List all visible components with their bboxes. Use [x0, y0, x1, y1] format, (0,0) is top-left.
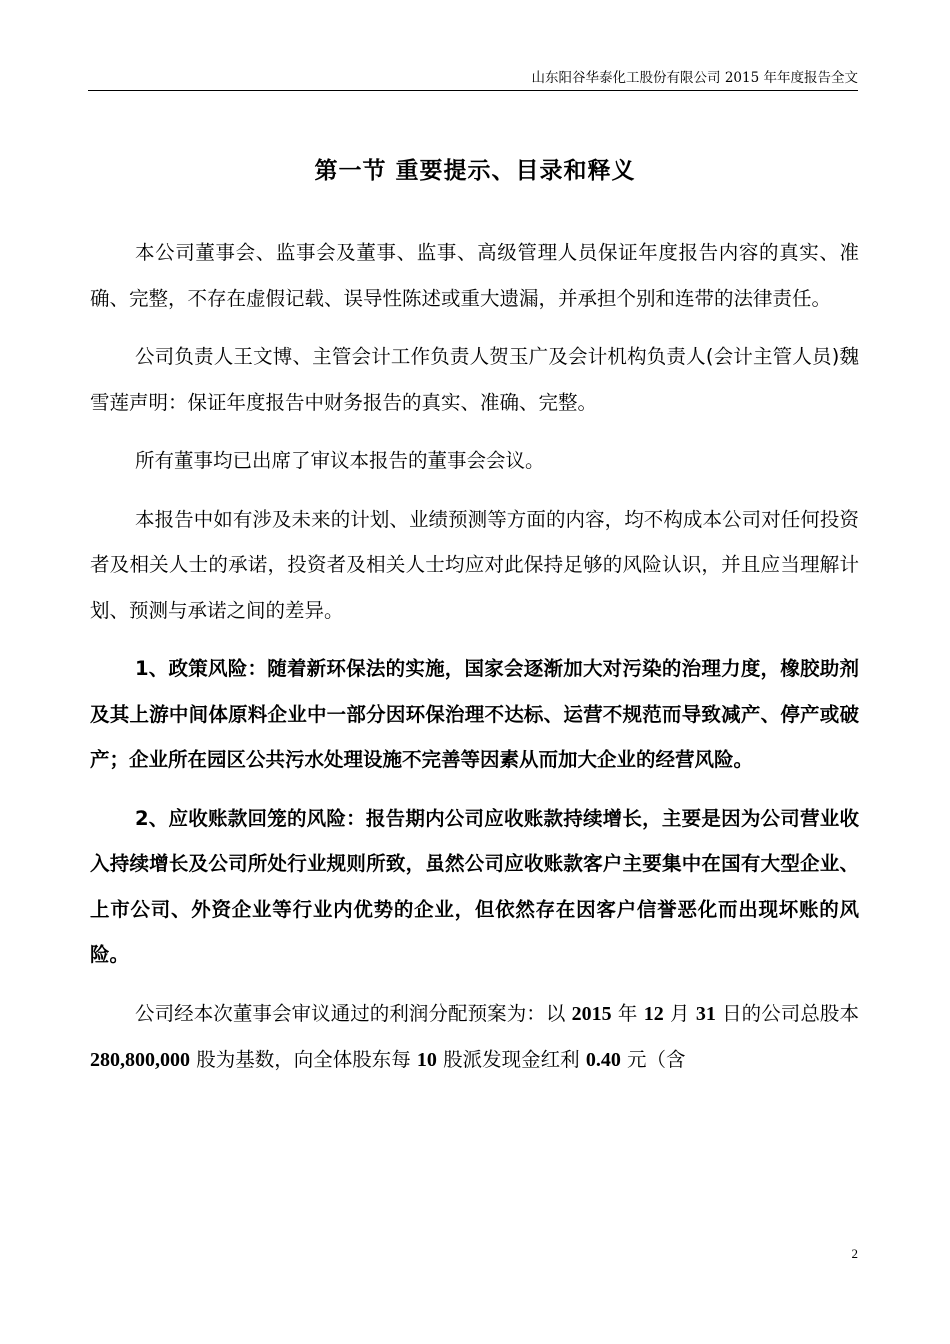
dividend-text-5: 股为基数，向全体股东每 — [190, 1048, 417, 1071]
paragraph-responsible-persons: 公司负责人王文博、主管会计工作负责人贺玉广及会计机构负责人(会计主管人员)魏雪莲声明：保证年度报告中财务报告的真实、准确、完整。 — [90, 345, 859, 414]
dividend-text-3: 月 — [663, 1001, 696, 1025]
header-text: 山东阳谷华泰化工股份有限公司 2015 年年度报告全文 — [531, 70, 858, 86]
paragraph-board-guarantee: 本公司董事会、监事会及董事、监事、高级管理人员保证年度报告内容的真实、准确、完整，不存在虚假记载、误导性陈述或重大遗漏，并承担个别和连带的法律责任。 — [90, 241, 859, 310]
page-number: 2 — [851, 1246, 858, 1261]
dividend-text-4: 日的公司总股本 — [715, 1001, 859, 1025]
dividend-text-7: 元（含 — [620, 1048, 686, 1071]
dividend-text-2: 年 — [611, 1001, 644, 1025]
dividend-text-6: 股派发现金红利 — [436, 1048, 586, 1071]
paragraph-forward-looking: 本报告中如有涉及未来的计划、业绩预测等方面的内容，均不构成本公司对任何投资者及相关人士的承诺，投资者及相关人士均应对此保持足够的风险认识，并且应当理解计划、预测与承诺之间的差异。 — [90, 507, 859, 622]
dividend-day: 31 — [695, 1002, 716, 1025]
paragraph-policy-risk: 1、政策风险：随着新环保法的实施，国家会逐渐加大对污染的治理力度，橡胶助剂及其上游中间体原料企业中一部分因环保治理不达标、运营不规范而导致减产、停产或破产；企业所在园区公共污水处理设施不完善等因素从而加大企业的经营风险。 — [90, 657, 859, 771]
dividend-text-1: 公司经本次董事会审议通过的利润分配预案为：以 — [135, 1001, 572, 1025]
paragraph-directors-attendance: 所有董事均已出席了审议本报告的董事会会议。 — [135, 449, 545, 472]
section-title: 第一节 重要提示、目录和释义 — [314, 158, 636, 184]
paragraph-receivables-risk: 2、应收账款回笼的风险：报告期内公司应收账款持续增长，主要是因为公司营业收入持续增长及公司所处行业规则所致，虽然公司应收账款客户主要集中在国有大型企业、上市公司、外资企业等行业内优势的企业，但依然存在因客户信誉恶化而出现坏账的风险。 — [90, 806, 859, 966]
dividend-per-shares: 10 — [416, 1049, 437, 1071]
dividend-shares: 280,800,000 — [90, 1049, 190, 1071]
paragraph-dividend-plan — [90, 991, 859, 1084]
page-header — [88, 62, 858, 91]
dividend-year: 2015 — [571, 1002, 612, 1025]
dividend-month: 12 — [643, 1002, 664, 1025]
dividend-amount: 0.40 — [585, 1049, 621, 1071]
document-body — [90, 230, 859, 1097]
